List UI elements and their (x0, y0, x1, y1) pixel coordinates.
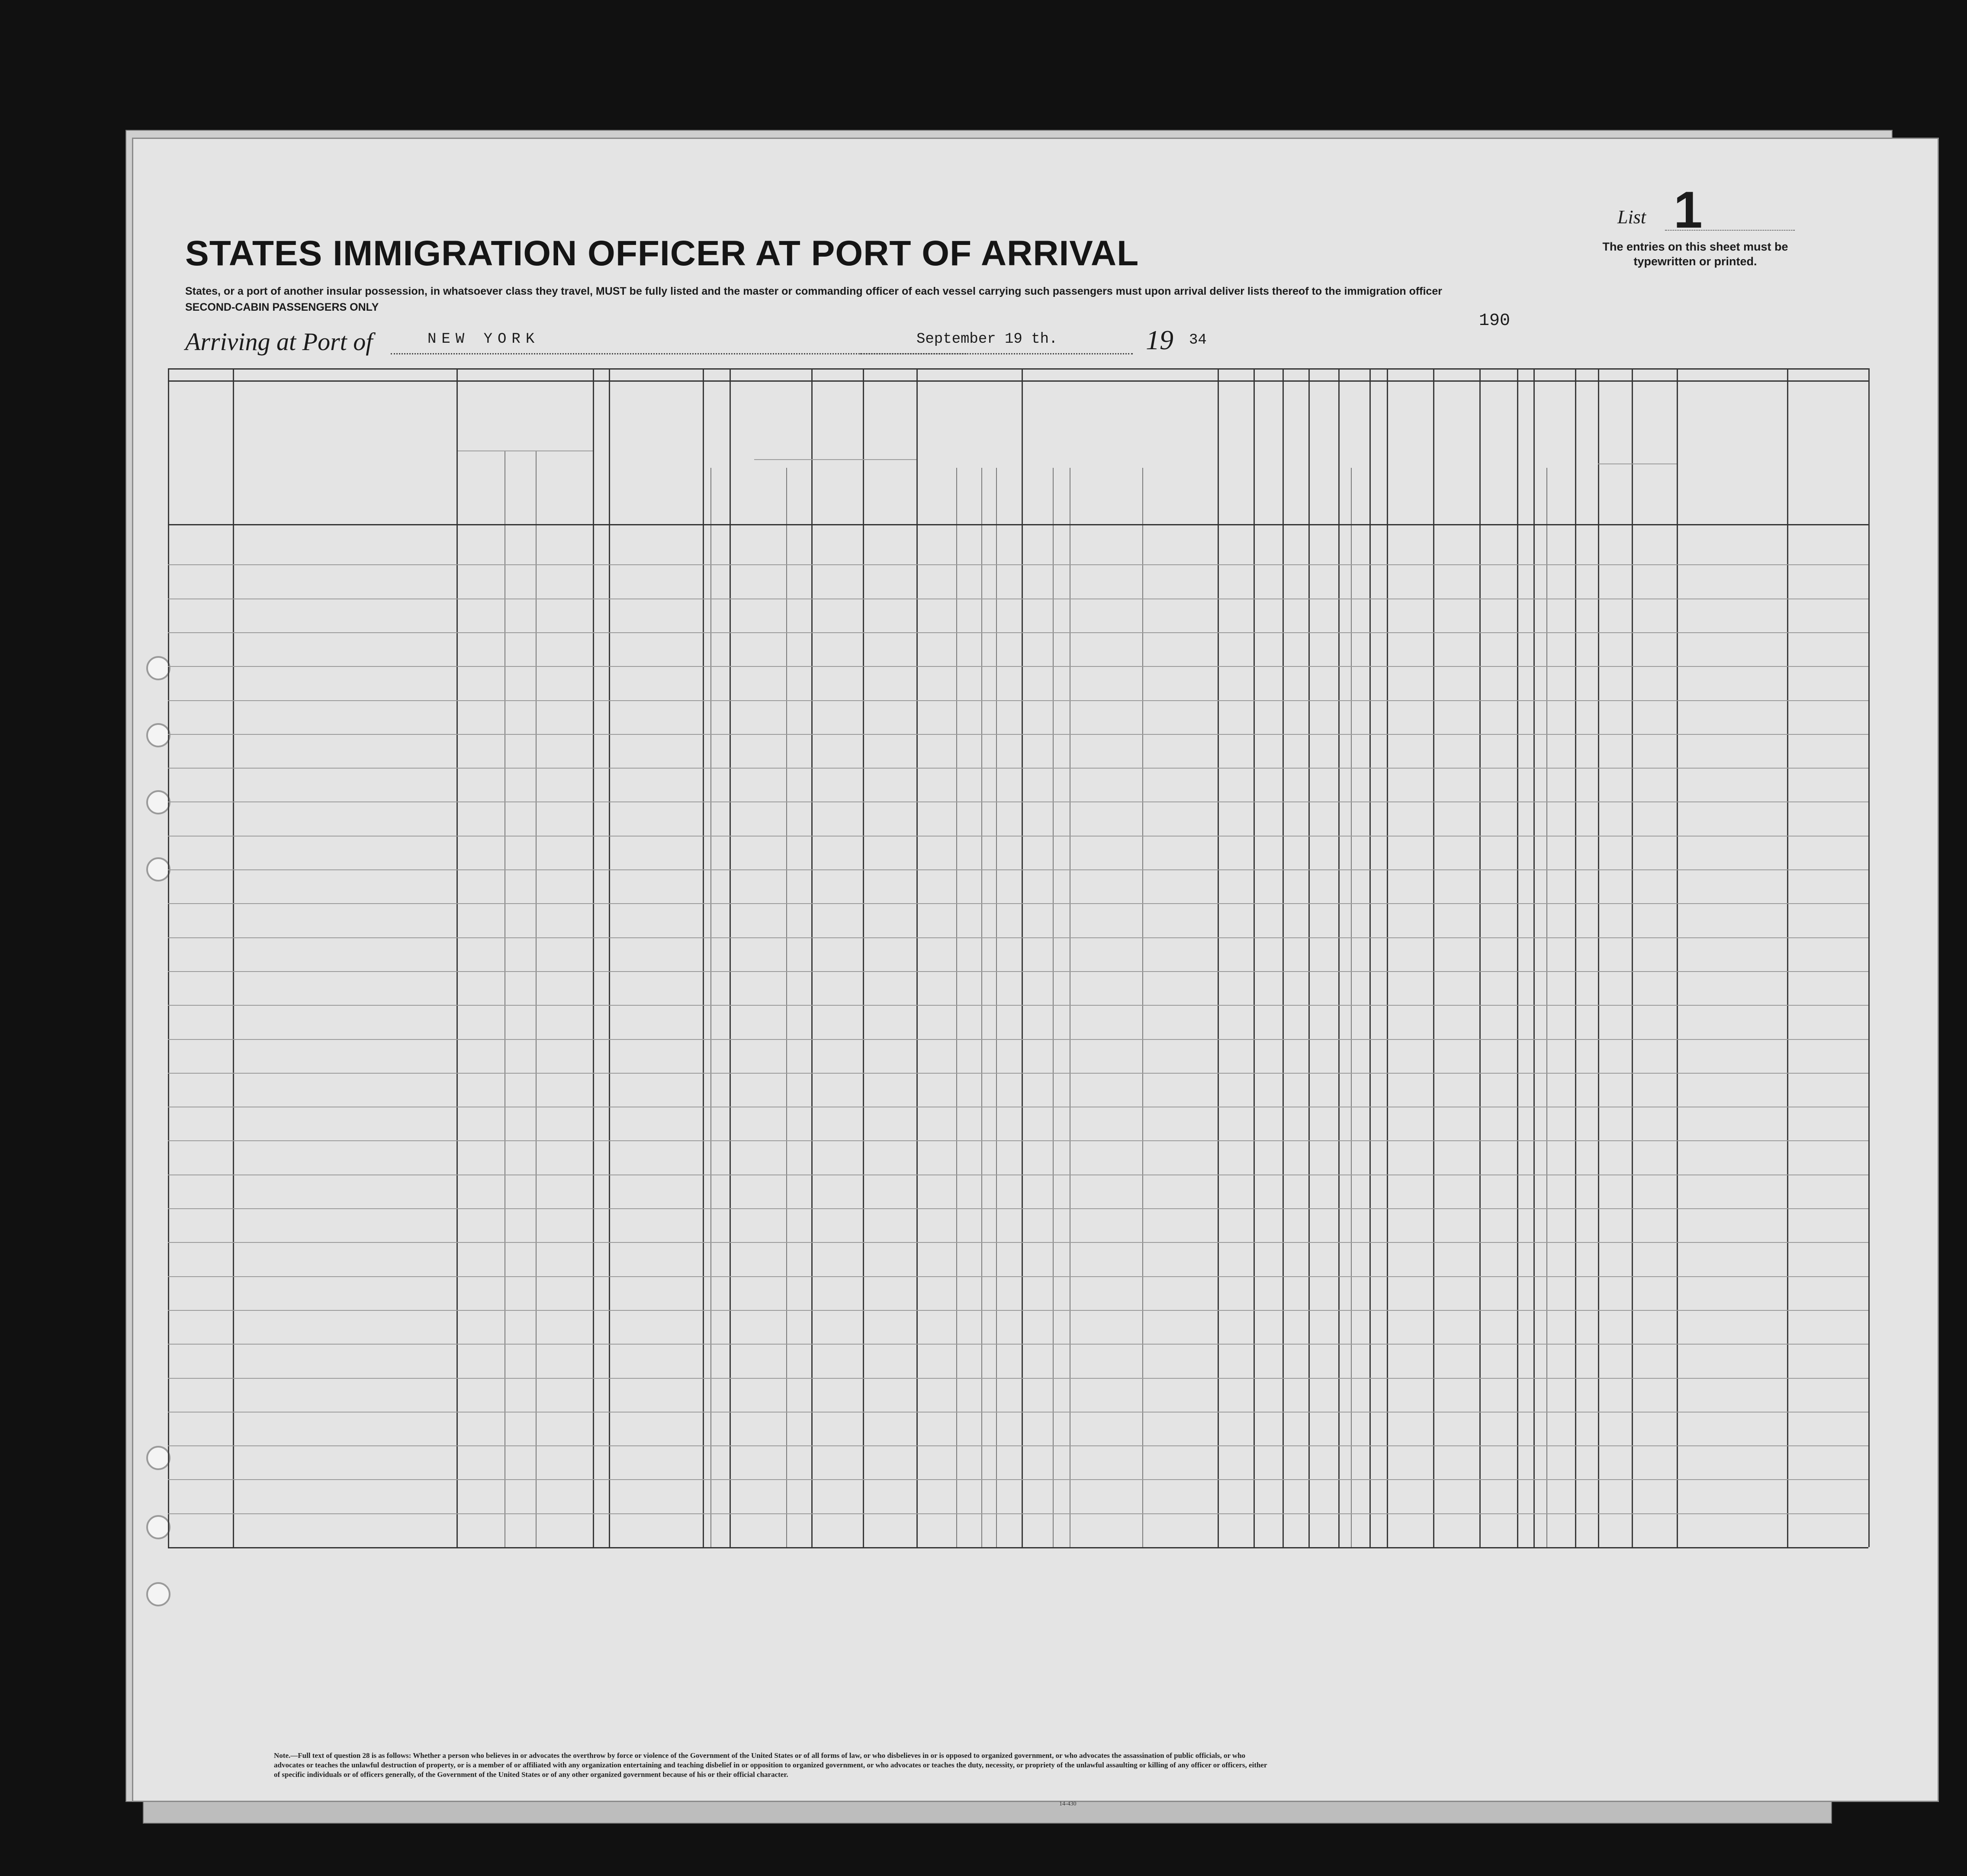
binder-hole (146, 857, 170, 882)
subcolumn-rule (1546, 468, 1547, 1547)
list-number: 1 (1674, 181, 1703, 239)
column-rule (730, 368, 731, 1547)
column-rule (1533, 368, 1535, 1547)
header-bottom-rule (168, 524, 1868, 525)
column-rule (609, 368, 610, 1547)
column-rule (916, 368, 918, 1547)
row-rule (168, 564, 1868, 565)
manifest-table (133, 139, 1938, 1801)
column-rule (703, 368, 704, 1547)
column-rule (1433, 368, 1434, 1547)
column-rule (1517, 368, 1518, 1547)
table-top-rule (168, 368, 1868, 370)
column-rule (1022, 368, 1023, 1547)
row-rule (168, 1242, 1868, 1243)
binder-hole (146, 723, 170, 747)
list-underline (1665, 230, 1795, 231)
row-rule (168, 1276, 1868, 1277)
column-rule (233, 368, 234, 1547)
row-rule (168, 1513, 1868, 1514)
subcolumn-rule (1053, 468, 1054, 1547)
row-rule (168, 1344, 1868, 1345)
color-rule (1598, 463, 1677, 464)
binder-hole (146, 1446, 170, 1470)
row-rule (168, 1479, 1868, 1480)
table-bottom-rule (168, 1547, 1868, 1548)
column-rule (1218, 368, 1219, 1547)
row-rule (168, 836, 1868, 837)
row-rule (168, 768, 1868, 769)
column-rule (1598, 368, 1599, 1547)
column-rule (1787, 368, 1788, 1547)
row-rule (168, 1445, 1868, 1446)
if-yes-rule (754, 459, 916, 460)
date-underline (860, 353, 1133, 354)
arriving-label: Arriving at Port of (185, 328, 373, 356)
row-rule (168, 1140, 1868, 1141)
column-rule (1632, 368, 1633, 1547)
column-rule (1677, 368, 1678, 1547)
row-rule (168, 1310, 1868, 1311)
column-rule (1369, 368, 1371, 1547)
row-rule (168, 700, 1868, 701)
column-rule (168, 368, 169, 1547)
page-title: STATES IMMIGRATION OFFICER AT PORT OF ARRIVAL (185, 234, 1139, 273)
row-rule (168, 734, 1868, 735)
column-rule (1868, 368, 1870, 1547)
column-rule (811, 368, 813, 1547)
date-value: September 19 th. (916, 331, 1058, 348)
form-number: 14-430 (1059, 1801, 1077, 1807)
column-rule (1282, 368, 1284, 1547)
column-rule (593, 368, 594, 1547)
cabin-class-text: SECOND-CABIN PASSENGERS ONLY (185, 301, 379, 313)
column-rule (1308, 368, 1310, 1547)
final-destination-rule (458, 450, 593, 451)
row-rule (168, 1412, 1868, 1413)
manifest-sheet (132, 138, 1939, 1807)
port-value: NEW YORK (427, 331, 540, 348)
column-rule (863, 368, 864, 1547)
row-rule (168, 666, 1868, 667)
subcolumn-rule (1351, 468, 1352, 1547)
subcolumn-rule (981, 468, 982, 1547)
column-rule (1253, 368, 1255, 1547)
page-number: 190 (1479, 311, 1511, 331)
row-rule (168, 1039, 1868, 1040)
subcolumn-rule (786, 468, 787, 1547)
row-rule (168, 971, 1868, 972)
year-suffix: 34 (1189, 332, 1207, 348)
binder-hole (146, 1515, 170, 1539)
subcolumn-rule (536, 450, 537, 1547)
row-rule (168, 1378, 1868, 1379)
column-rule (1575, 368, 1576, 1547)
row-rule (168, 1208, 1868, 1209)
subcolumn-rule (710, 468, 711, 1547)
binder-hole (146, 790, 170, 814)
column-number-rule (168, 380, 1868, 382)
binder-hole (146, 1582, 170, 1606)
row-rule (168, 1005, 1868, 1006)
row-rule (168, 869, 1868, 870)
column-rule (1479, 368, 1481, 1547)
subcolumn-rule (996, 468, 997, 1547)
column-rule (1338, 368, 1340, 1547)
year-prefix: 19 (1146, 325, 1173, 355)
row-rule (168, 903, 1868, 904)
column-rule (1387, 368, 1388, 1547)
subcolumn-rule (956, 468, 957, 1547)
row-rule (168, 1073, 1868, 1074)
list-label: List (1617, 206, 1646, 228)
binder-hole (146, 656, 170, 680)
column-rule (456, 368, 458, 1547)
row-rule (168, 937, 1868, 938)
row-rule (168, 632, 1868, 633)
subcolumn-rule (1142, 468, 1143, 1547)
row-rule (168, 801, 1868, 802)
instructions-text: States, or a port of another insular possession, in whatsoever class they travel, MUST be fully listed and the master or commanding officer of each vessel carrying such passengers must upon arrival deliver lists thereof to the immigration officer (185, 285, 1442, 297)
entries-note: The entries on this sheet must be typewritten or printed. (1602, 240, 1788, 268)
footnote: Note.—Full text of question 28 is as follows: Whether a person who believes in or advocates the overthrow by force or violence of the Government of the United States or of all forms of law, or who disbelieves in or is opposed to organized government, or who advocates the assassination of public officials, or who advocates or teaches the unlawful destruction of property, or is a member of or affiliated with any organization entertaining and teaching disbelief in or opposition to organized government, or who advocates or teaches the duty, necessity, or propriety of the unlawful assaulting or killing of any officer or officers, either of specific individuals or of officers generally, of the Government of the United States or of any other organized government because of his or their official character. (274, 1751, 1267, 1779)
